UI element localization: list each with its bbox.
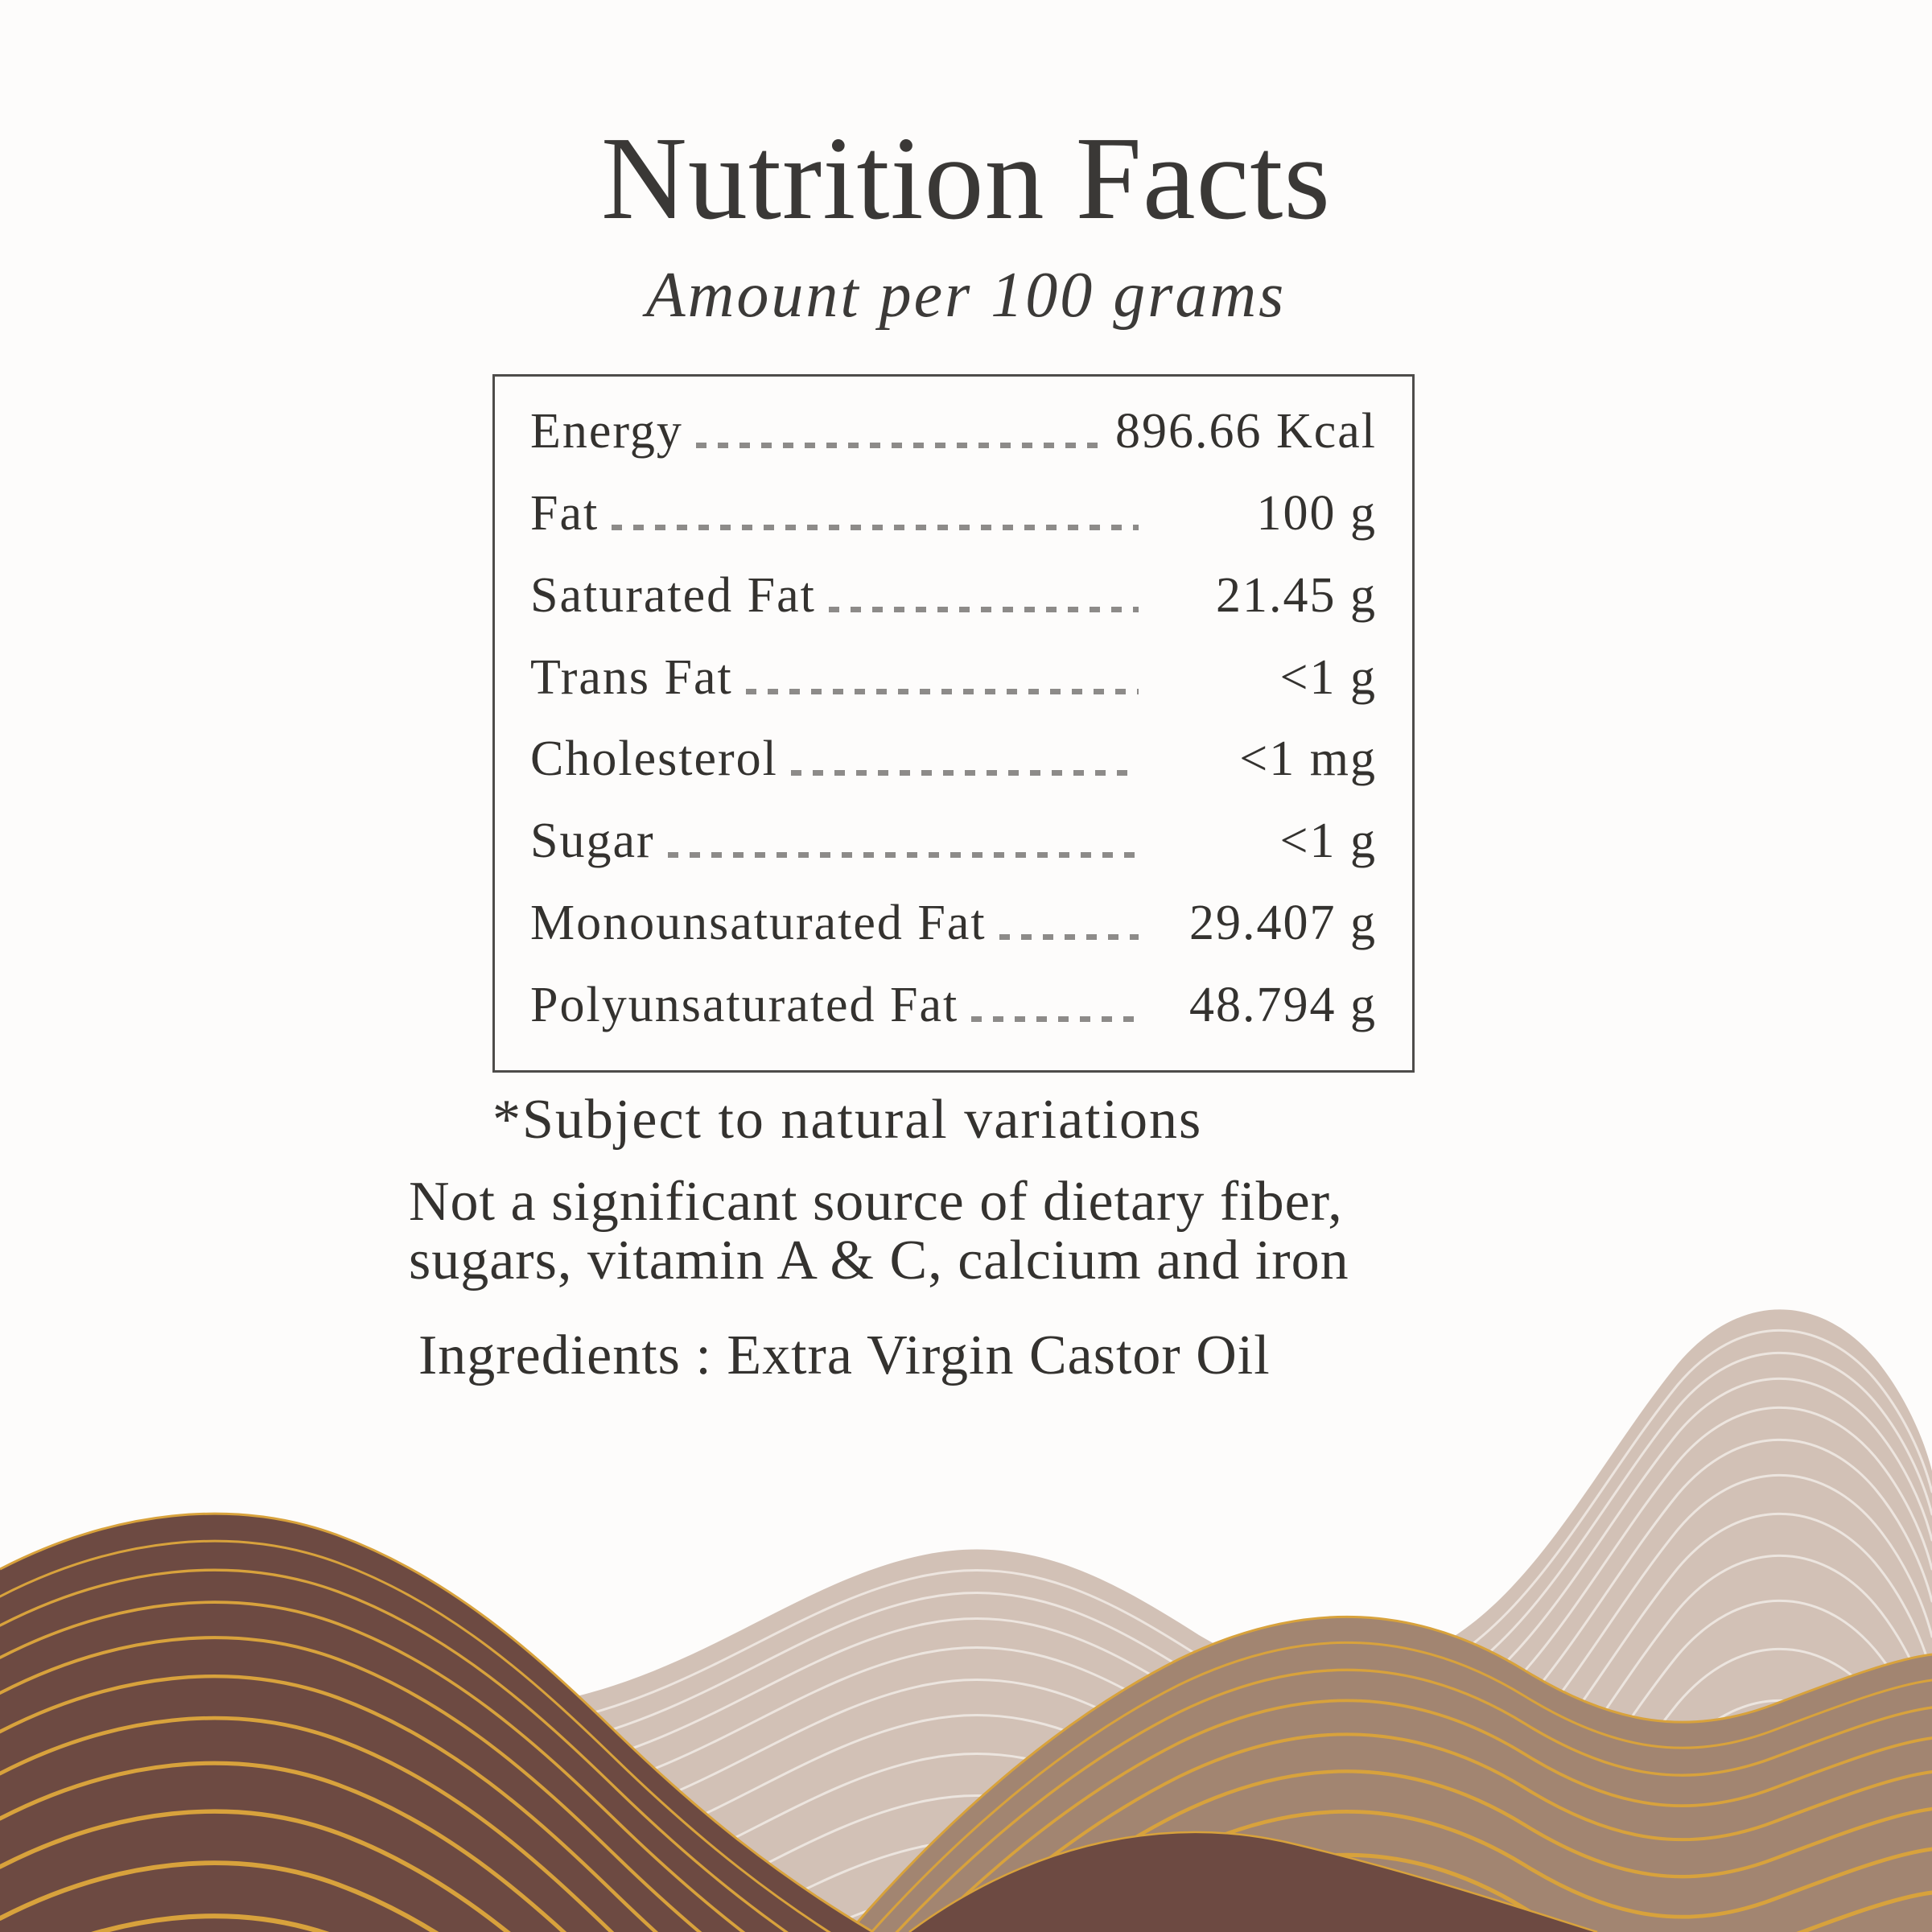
- nutrient-value: 100 g: [1256, 486, 1377, 542]
- nutrient-value: <1 g: [1279, 814, 1377, 869]
- nutrient-value: 48.794 g: [1189, 977, 1377, 1032]
- nutrient-name: Fat: [530, 486, 599, 542]
- note-line-1: Not a significant source of dietary fiber,: [409, 1171, 1343, 1233]
- nutrient-name: Sugar: [530, 814, 655, 869]
- note-line-2: sugars, vitamin A & C, calcium and iron: [409, 1229, 1349, 1291]
- disclaimer-text: *Subject to natural variations: [492, 1089, 1203, 1151]
- page-title: Nutrition Facts: [600, 113, 1332, 245]
- nutrient-value: <1 g: [1279, 649, 1377, 705]
- nutrient-value: 896.66 Kcal: [1114, 404, 1377, 459]
- nutrient-name: Polyunsaturated Fat: [530, 977, 959, 1032]
- nutrient-name: Cholesterol: [530, 731, 778, 787]
- serving-subtitle: Amount per 100 grams: [645, 260, 1287, 331]
- nutrient-value: <1 mg: [1239, 731, 1377, 787]
- ingredients-text: Ingredients : Extra Virgin Castor Oil: [418, 1324, 1271, 1386]
- nutrient-value: 21.45 g: [1216, 567, 1377, 623]
- nutrient-name: Energy: [530, 404, 683, 459]
- nutrient-value: 29.407 g: [1189, 895, 1377, 950]
- nutrient-name: Saturated Fat: [530, 567, 816, 623]
- nutrient-name: Monounsaturated Fat: [530, 895, 987, 950]
- nutrient-name: Trans Fat: [530, 649, 733, 705]
